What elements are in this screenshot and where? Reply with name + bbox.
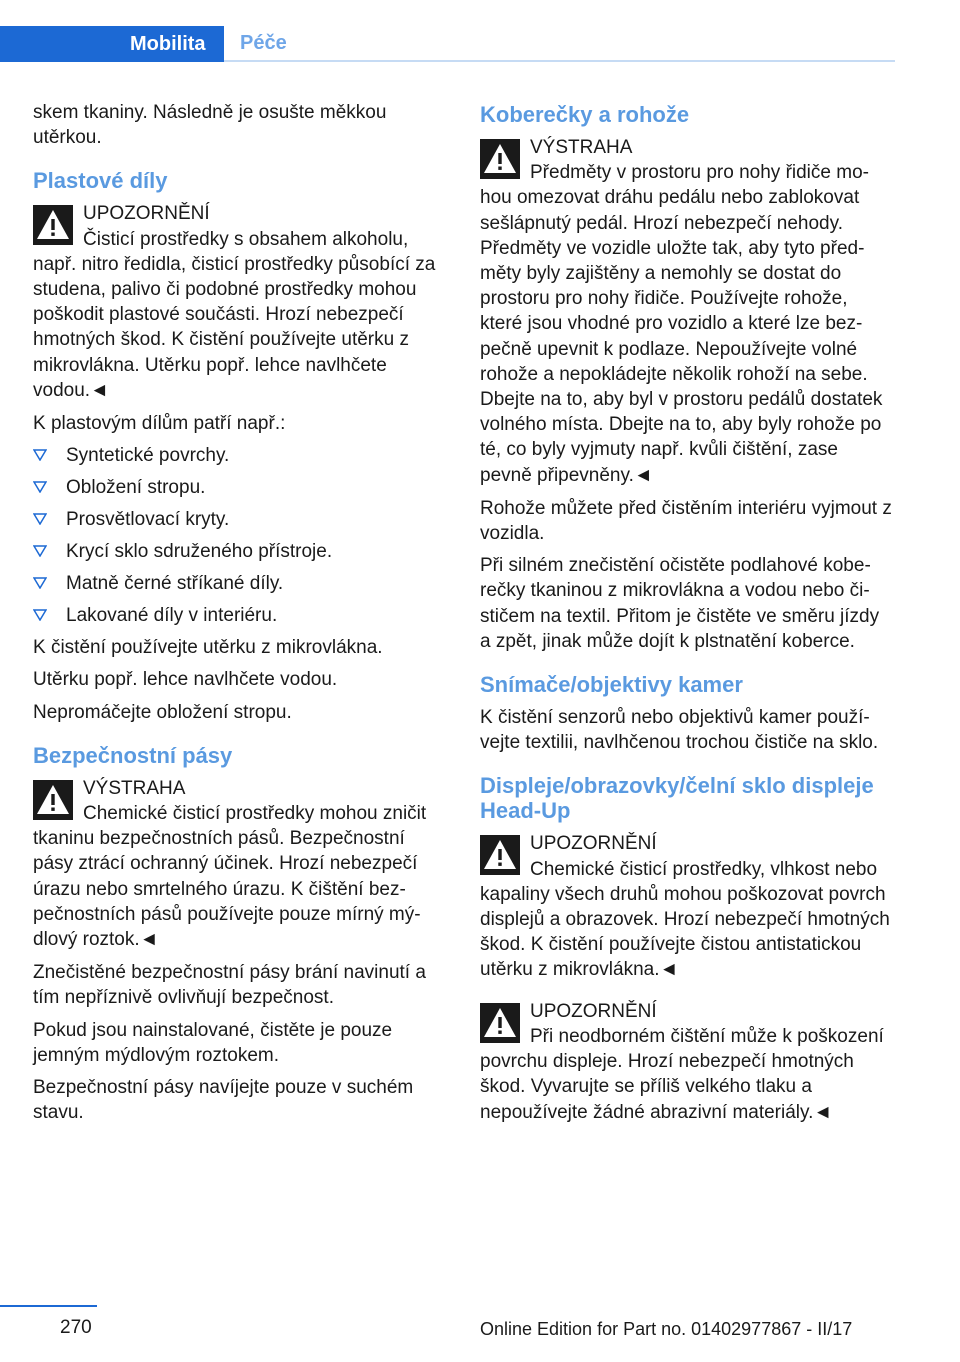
list-item: Krycí sklo sdruženého přístroje. [33, 539, 448, 564]
left-column [33, 100, 448, 1132]
warning-block [480, 831, 892, 982]
warning-label: UPOZORNĚNÍ [83, 203, 210, 225]
warning-block [33, 201, 448, 403]
edition-note: Online Edition for Part no. 01402977867 - II/17 [480, 1319, 853, 1339]
warning-text: Předměty v prostoru pro nohy řidiče mohou omezovat dráhu pedálu nebo zablokovat sešlápnutý pedál. Hrozí nebezpečí nehody. Předměty ve vozidle uložte tak, aby tyto předměty byly zajištěny a nemohly se dostat do prostoru pro nohy řidiče. Používejte rohože, které jsou vhodné pro vozidlo a které lze bezpečně upevnit k podlaze. Nepoužívejte volné rohože a nepokládejte několik rohoží na sebe. Dbejte na to, aby byl v prostoru pedálů dostatek volného místa. Dbejte na to, aby byly rohože po té, co byly vyjmuty např. kvůli čištění, zase pevně připevněny.◄ [480, 162, 883, 486]
intro-text: skem tkaniny. Následně je osušte měkkou utěrkou. [33, 102, 387, 149]
section-title-displays: Displeje/obrazovky/čelní sklo displeje Head-Up [480, 773, 874, 824]
warning-triangle-icon [480, 835, 520, 875]
warning-triangle-icon [33, 205, 73, 245]
paragraph: Utěrku popř. lehce navlhčete vodou. [33, 669, 338, 691]
page-number: 270 [60, 1317, 92, 1338]
tab-mobilita[interactable]: Mobilita [0, 26, 224, 62]
section-title-plastic-parts: Plastové díly [33, 168, 168, 194]
paragraph: Rohože můžete před čistěním interiéru vyjmout z vozidla. [480, 497, 892, 545]
bullet-triangle-icon [33, 577, 47, 589]
tab-underline [224, 60, 895, 62]
warning-block [480, 999, 892, 1125]
list-item: Obložení stropu. [33, 475, 448, 500]
footer-rule [0, 1305, 97, 1307]
paragraph: K čistění používejte utěrku z mikrovlákna. [33, 637, 383, 659]
paragraph: Pokud jsou nainstalované, čistěte je pouze jemným mýdlovým roztokem. [33, 1019, 393, 1066]
warning-text: Čisticí prostředky s obsahem alkoholu, např. nitro ředidla, čisticí prostředky působící za studena, palivo či podobné prostředky mohou poškodit plastové součásti. Hrozí nebezpečí hmotných škod. K čistění používejte utěrku z mikrovlákna. Utěrku popř. lehce navlhčete vodou.◄ [33, 228, 436, 401]
warning-triangle-icon [480, 1003, 520, 1043]
warning-text: Chemické čisticí prostředky mohou zničit tkaninu bezpečnostních pásů. Bezpečnostní pásy ztrácí ochranný účinek. Hrozí nebezpečí úrazu nebo smrtelného úrazu. K čištění bezpečnostních pásů používejte pouze mírný mýdlový roztok.◄ [33, 803, 427, 951]
warning-triangle-icon [33, 780, 73, 820]
bullet-triangle-icon [33, 513, 47, 525]
section-title-seat-belts: Bezpečnostní pásy [33, 742, 233, 768]
warning-text: Chemické čisticí prostředky, vlhkost nebo kapaliny všech druhů mohou poškozovat povrch displejů a obrazovek. Hrozí nebezpečí hmotných škod. K čistění používejte čistou antistatickou utěrku z mikrovlákna.◄ [480, 858, 890, 981]
warning-label: UPOZORNĚNÍ [530, 1000, 657, 1022]
paragraph: K čistění senzorů nebo objektivů kamer používejte textilii, navlhčenou trochou čističe na sklo. [480, 707, 879, 754]
section-title-camera-sensors: Snímače/objektivy kamer [480, 672, 743, 698]
chapter-tabs [0, 26, 895, 62]
warning-label: VÝSTRAHA [530, 137, 633, 158]
bullet-triangle-icon [33, 609, 47, 621]
warning-label: VÝSTRAHA [83, 777, 186, 799]
paragraph: Bezpečnostní pásy navíjejte pouze v suchém stavu. [33, 1077, 414, 1124]
warning-label: UPOZORNĚNÍ [530, 833, 657, 855]
list-item: Syntetické povrchy. [33, 443, 448, 468]
section-title-floor-mats: Koberečky a rohože [480, 102, 690, 127]
bullet-triangle-icon [33, 481, 47, 493]
list-item: Matně černé stříkané díly. [33, 571, 448, 596]
warning-text: Při neodborném čištění může k poškození povrchu displeje. Hrozí nebezpečí hmotných škod. Vyvarujte se příliš velkého tlaku a nepoužívejte žádné abrazivní materiály.◄ [480, 1025, 884, 1123]
warning-block [480, 135, 892, 488]
tab-pece[interactable]: Péče [240, 32, 287, 54]
list-item: Prosvětlovací kryty. [33, 507, 448, 532]
warning-triangle-icon [480, 139, 520, 179]
plastic-parts-list [33, 443, 448, 628]
list-intro: K plastovým dílům patří např.: [33, 413, 286, 435]
right-column [480, 100, 892, 1133]
list-item: Lakované díly v interiéru. [33, 603, 448, 628]
bullet-triangle-icon [33, 449, 47, 461]
bullet-triangle-icon [33, 545, 47, 557]
paragraph: Znečistěné bezpečnostní pásy brání navinutí a tím nepříznivě ovlivňují bezpečnost. [33, 962, 426, 1009]
paragraph: Při silném znečistění očistěte podlahové koberečky tkaninou z mikrovlákna a vodou nebo čističem na textil. Přitom je čistěte ve směru jízdy a zpět, jinak může dojít k plstnatění koberce. [480, 555, 880, 652]
warning-block [33, 776, 448, 952]
paragraph: Nepromáčejte obložení stropu. [33, 701, 292, 723]
